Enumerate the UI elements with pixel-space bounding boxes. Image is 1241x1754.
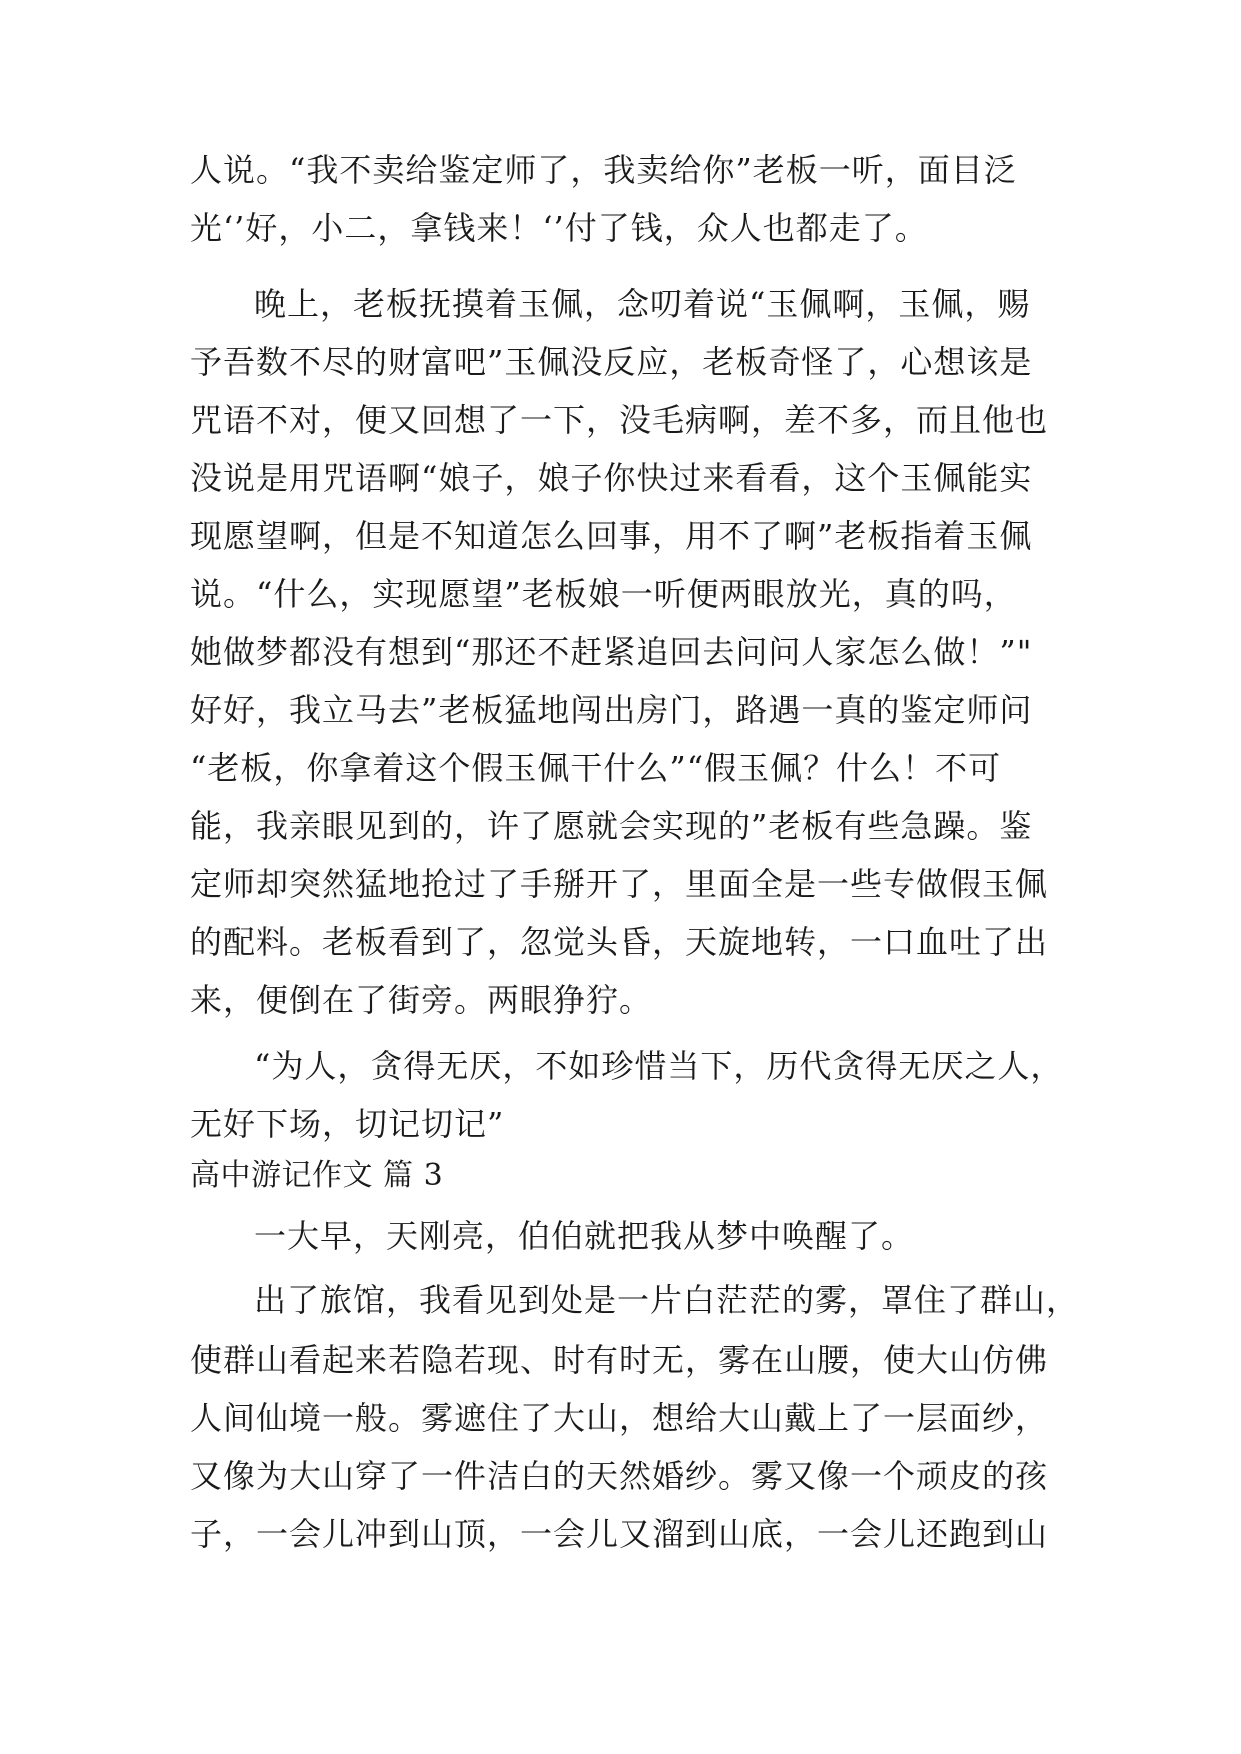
text-line: 予吾数不尽的财富吧”玉佩没反应，老板奇怪了，心想该是 — [190, 343, 1033, 381]
paragraph-start: 晚上，老板抚摸着玉佩，念叨着说“玉佩啊，玉佩，赐 — [254, 285, 1031, 323]
text-line: 能，我亲眼见到的，许了愿就会实现的”老板有些急躁。鉴 — [190, 807, 1033, 845]
paragraph-start: 一大早，天刚亮，伯伯就把我从梦中唤醒了。 — [254, 1217, 915, 1255]
text-line: 无好下场，切记切记” — [190, 1105, 505, 1143]
text-line: 现愿望啊，但是不知道怎么回事，用不了啊”老板指着玉佩 — [190, 517, 1033, 555]
text-line: 说。“什么，实现愿望”老板娘一听便两眼放光，真的吗， — [190, 575, 1017, 613]
text-line: 光‘’好，小二，拿钱来！‘’付了钱，众人也都走了。 — [190, 209, 928, 247]
text-line: 子，一会儿冲到山顶，一会儿又溜到山底，一会儿还跑到山 — [190, 1515, 1049, 1553]
text-line: 没说是用咒语啊“娘子，娘子你快过来看看，这个玉佩能实 — [190, 459, 1033, 497]
text-line: 使群山看起来若隐若现、时有时无，雾在山腰，使大山仿佛 — [190, 1341, 1049, 1379]
text-line: 定师却突然猛地抢过了手掰开了，里面全是一些专做假玉佩 — [190, 865, 1049, 903]
text-line: 她做梦都没有想到“那还不赶紧追回去问问人家怎么做！”" — [190, 633, 1033, 671]
text-line: 人间仙境一般。雾遮住了大山，想给大山戴上了一层面纱， — [190, 1399, 1049, 1437]
paragraph-start: “为人，贪得无厌，不如珍惜当下，历代贪得无厌之人， — [254, 1047, 1064, 1085]
text-line: 来，便倒在了街旁。两眼狰狞。 — [190, 981, 653, 1019]
text-line: “老板，你拿着这个假玉佩干什么”“假玉佩？什么！不可 — [190, 749, 1002, 787]
section-heading: 高中游记作文 篇 3 — [190, 1158, 444, 1193]
text-line: 好好，我立马去”老板猛地闯出房门，路遇一真的鉴定师问 — [190, 691, 1033, 729]
paragraph-start: 出了旅馆，我看见到处是一片白茫茫的雾，罩住了群山， — [254, 1281, 1080, 1319]
text-line: 咒语不对，便又回想了一下，没毛病啊，差不多，而且他也 — [190, 401, 1049, 439]
text-line: 又像为大山穿了一件洁白的天然婚纱。雾又像一个顽皮的孩 — [190, 1457, 1049, 1495]
text-line: 的配料。老板看到了，忽觉头昏，天旋地转，一口血吐了出 — [190, 923, 1049, 961]
text-line: 人说。“我不卖给鉴定师了，我卖给你”老板一听，面目泛 — [190, 151, 1017, 189]
